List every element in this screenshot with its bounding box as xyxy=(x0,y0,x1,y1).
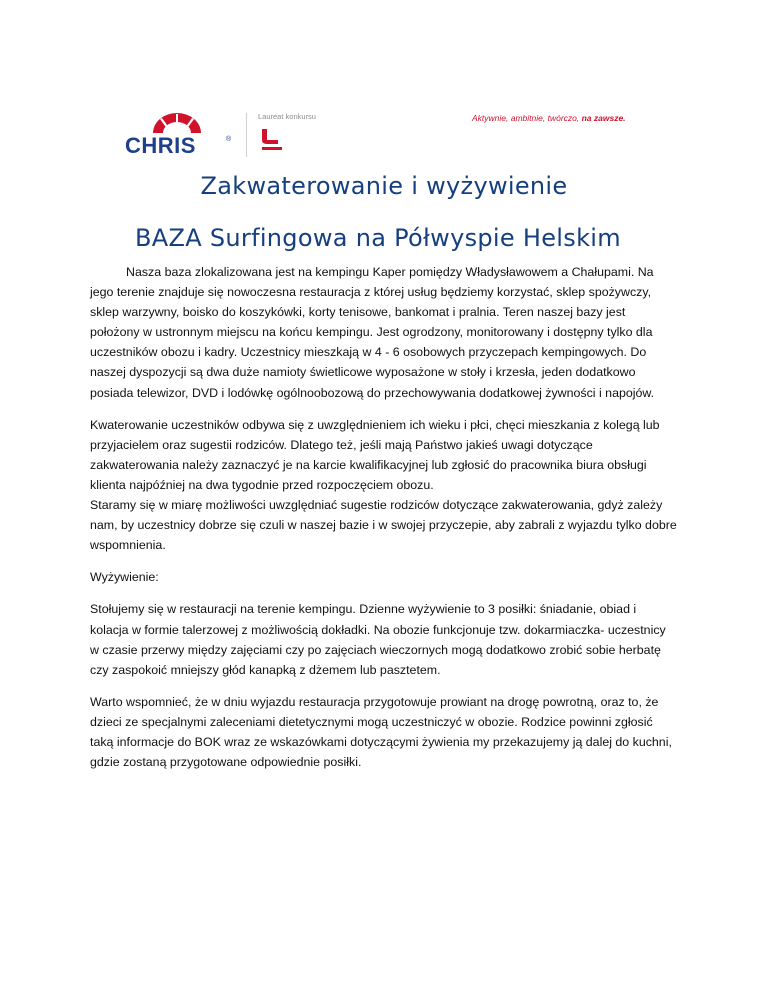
tagline-bold: na zawsze. xyxy=(581,113,626,123)
paragraph-suggestions: Staramy się w miarę możliwości uwzględniać sugestie rodziców dotyczące zakwaterowania, gdyż zależy nam, by uczestnicy dobrze się czuli w naszej bazie i w swojej przyczepie, aby zabrali z wyjazdu tylko dobre wspomnienia. xyxy=(90,498,677,553)
page-title: Zakwaterowanie i wyżywienie xyxy=(200,172,568,200)
page-header xyxy=(0,0,768,170)
paragraph-meals: Stołujemy się w restauracji na terenie kempingu. Dzienne wyżywienie to 3 posiłki: śniadanie, obiad i kolacja w formie talerzowej z możliwością dokładki. Na obozie funkcjonuje tzw. dokarmiaczka- uczestnicy w czasie przerwy między zajęciami czy po zajęciach wieczornych mogą dodatkowo zrobić sobie herbatę czy zaspokoić mniejszy głód kanapką z dżemem lub pasztetem. xyxy=(90,602,666,677)
header-divider xyxy=(246,113,247,157)
chris-logo-arc-icon xyxy=(125,113,235,135)
document-body xyxy=(90,262,678,784)
tagline xyxy=(472,113,626,123)
award-mark-icon xyxy=(259,127,285,152)
paragraph-diet: Warto wspomnieć, że w dniu wyjazdu restauracja przygotowuje prowiant na drogę powrotną, oraz to, że dzieci ze specjalnymi zaleceniami dietetycznymi mogą uczestniczyć w obozie. Rodzice powinni zgłosić taką informacje do BOK wraz ze wskazówkami dotyczącymi żywienia my przekazujemy ją dalej do kuchni, gdzie zostaną przygotowane odpowiednie posiłki. xyxy=(90,694,672,770)
registered-mark: ® xyxy=(226,136,232,143)
paragraph-location: Nasza baza zlokalizowana jest na kempingu Kaper pomiędzy Władysławowem a Chałupami. Na jego terenie znajduje się nowoczesna restauracja z której usług będziemy korzystać, sklep spożywczy, sklep warzywny, boisko do koszykówki, korty tenisowe, bankomat i pralnia. Teren naszej bazy jest położony w ustronnym miejscu na końcu kempingu. Jest ogrodzony, monitorowany i dostępny tylko dla uczestników obozu i kadry. Uczestnicy mieszkają w 4 - 6 osobowych przyczepach kempingowych. Do naszej dyspozycji są dwa duże namioty świetlicowe wyposażone w stoły i krzesła, jeden dodatkowo posiada telewizor, DVD i lodówkę ogólnoobozową do przechowywania dodatkowej żywności i napojów. xyxy=(90,265,655,400)
tagline-italic: Aktywnie, ambitnie, twórczo, xyxy=(472,113,580,123)
section-heading-food: Wyżywienie: xyxy=(90,570,159,585)
logo-text: CHRIS xyxy=(125,133,196,158)
page-subtitle: BAZA Surfingowa na Półwyspie Helskim xyxy=(135,224,621,252)
paragraph-accommodation: Kwaterowanie uczestników odbywa się z uwzględnieniem ich wieku i płci, chęci mieszkania z kolegą lub przyjacielem oraz sugestii rodziców. Dlatego też, jeśli mają Państwo jakieś uwagi dotyczące zakwaterowania należy zaznaczyć je na karcie kwalifikacyjnej lub zgłosić do pracownika biura obsługi klienta najpóźniej na dwa tygodnie przed rozpoczęciem obozu. xyxy=(90,417,660,492)
laureat-label: Laureat konkursu xyxy=(258,112,316,121)
chris-logo xyxy=(125,113,235,158)
